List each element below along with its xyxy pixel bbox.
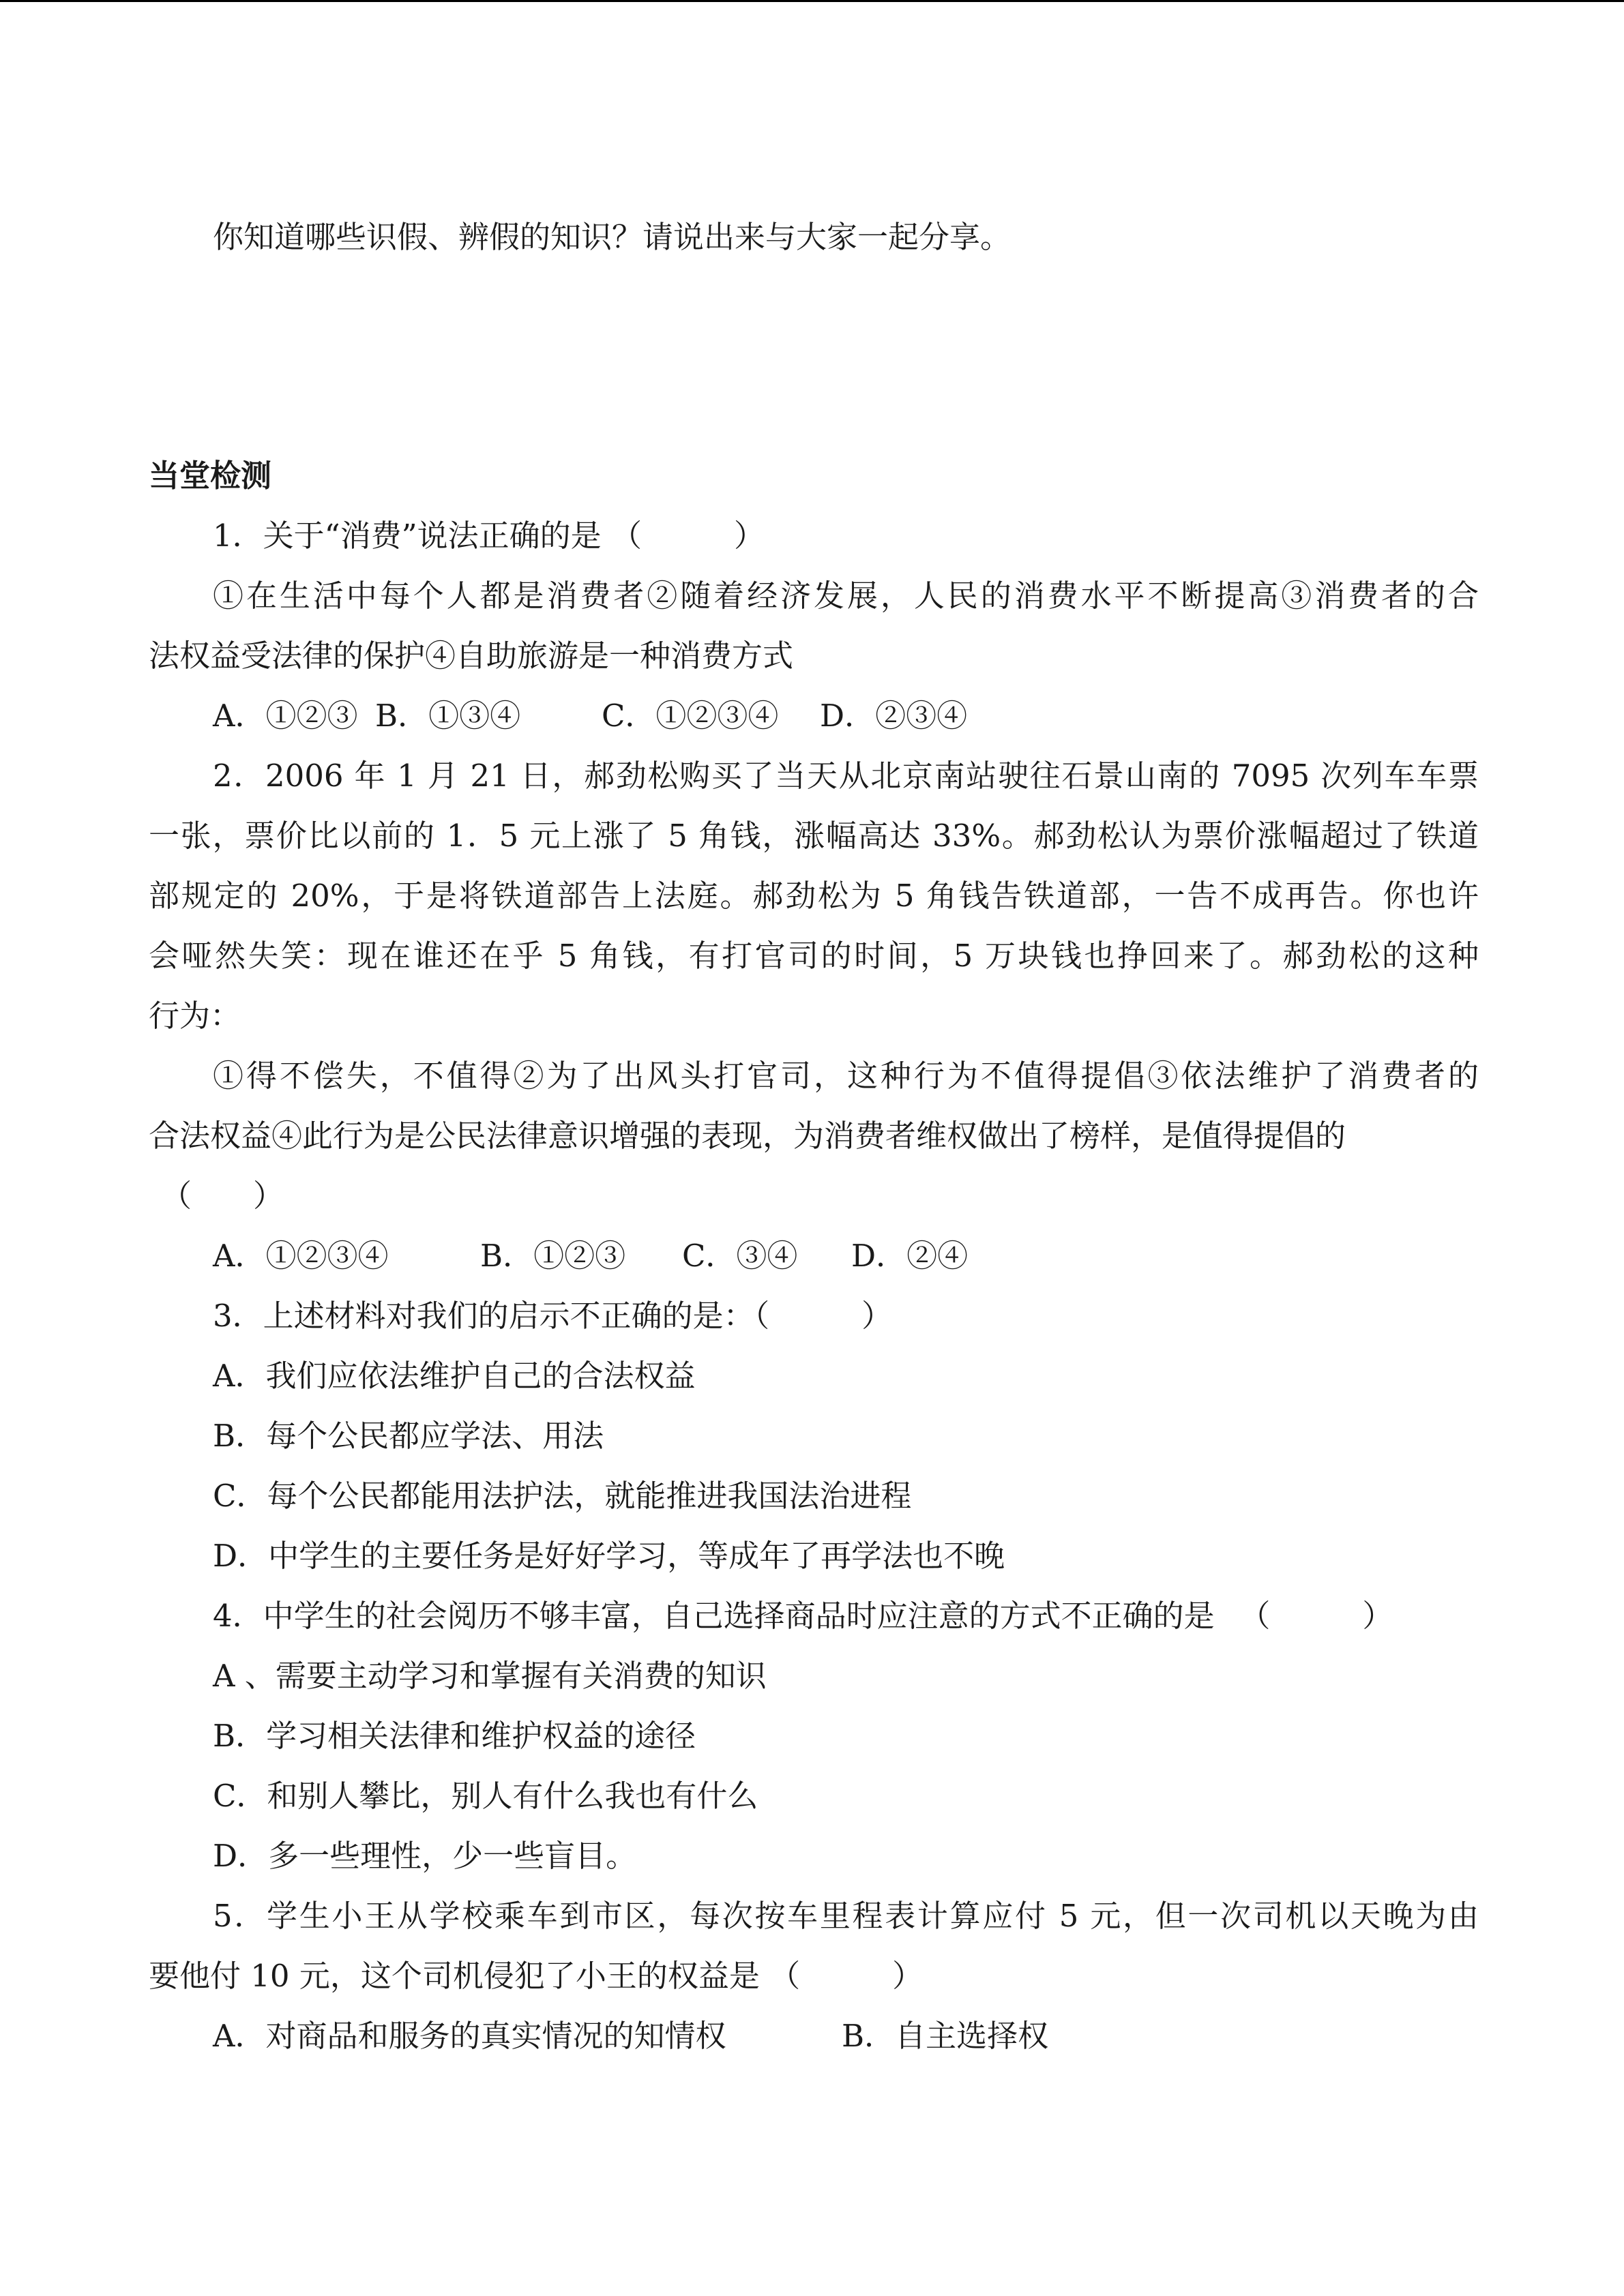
page-top-border <box>0 0 1624 2</box>
q3-option-c[interactable]: C．每个公民都能用法护法，就能推进我国法治进程 <box>213 1478 912 1514</box>
q1-statements-line2: 法权益受法律的保护④自助旅游是一种消费方式 <box>149 638 794 674</box>
q5-option-a[interactable]: A．对商品和服务的真实情况的知情权 <box>213 2018 726 2054</box>
q1-option-c[interactable]: C．①②③④ <box>602 698 779 734</box>
intro-question: 你知道哪些识假、辨假的知识？请说出来与大家一起分享。 <box>213 219 1012 255</box>
q1-options <box>213 696 967 736</box>
q3-option-d[interactable]: D．中学生的主要任务是好好学习，等成年了再学法也不晚 <box>213 1538 1005 1574</box>
q5-line2: 要他付 10 元，这个司机侵犯了小王的权益是 （ ） <box>149 1958 924 1994</box>
q2-option-b[interactable]: B．①②③ <box>480 1238 626 1274</box>
q4-option-d[interactable]: D．多一些理性，少一些盲目。 <box>213 1838 637 1874</box>
q3-option-a[interactable]: A．我们应依法维护自己的合法权益 <box>213 1358 696 1394</box>
q4-option-a[interactable]: A 、需要主动学习和掌握有关消费的知识 <box>213 1658 767 1694</box>
q1-option-d[interactable]: D．②③④ <box>820 698 968 734</box>
q4-option-c[interactable]: C．和别人攀比，别人有什么我也有什么 <box>213 1778 758 1814</box>
q2-statements-line2: 合法权益④此行为是公民法律意识增强的表现，为消费者维权做出了榜样，是值得提倡的 <box>149 1118 1346 1154</box>
q1-option-b[interactable]: B．①③④ <box>375 698 521 734</box>
q2-statements-line1: ①得不偿失，不值得②为了出风头打官司，这种行为不值得提倡③依法维护了消费者的 <box>213 1058 1479 1094</box>
q2-line1: 2．2006 年 1 月 21 日，郝劲松购买了当天从北京南站驶往石景山南的 7095 次列车车票 <box>213 758 1479 794</box>
q1-option-a[interactable]: A．①②③ <box>213 698 358 734</box>
q5-line1: 5．学生小王从学校乘车到市区，每次按车里程表计算应付 5 元，但一次司机以天晚为由 <box>213 1898 1479 1934</box>
q1-statements-line1: ①在生活中每个人都是消费者②随着经济发展，人民的消费水平不断提高③消费者的合 <box>213 578 1479 614</box>
q2-line3: 部规定的 20%，于是将铁道部告上法庭。郝劲松为 5 角钱告铁道部，一告不成再告。你也许 <box>149 878 1479 914</box>
q4-option-b[interactable]: B．学习相关法律和维护权益的途径 <box>213 1718 696 1754</box>
q5-options <box>213 2016 1048 2057</box>
q2-line2: 一张，票价比以前的 1．5 元上涨了 5 角钱，涨幅高达 33%。郝劲松认为票价涨幅超过了铁道 <box>149 818 1479 854</box>
q3-option-b[interactable]: B．每个公民都应学法、用法 <box>213 1418 604 1454</box>
q2-line5: 行为： <box>149 998 241 1034</box>
q2-option-c[interactable]: C．③④ <box>682 1238 798 1274</box>
q2-option-a[interactable]: A．①②③④ <box>213 1238 389 1274</box>
q2-option-d[interactable]: D．②④ <box>851 1238 969 1274</box>
q4-stem: 4．中学生的社会阅历不够丰富，自己选择商品时应注意的方式不正确的是 （ ） <box>213 1598 1393 1634</box>
q1-stem: 1．关于“消费”说法正确的是 （ ） <box>213 518 765 554</box>
q2-answer-bracket: （ ） <box>161 1178 284 1214</box>
q2-line4: 会哑然失笑：现在谁还在乎 5 角钱，有打官司的时间，5 万块钱也挣回来了。郝劲松的这种 <box>149 938 1479 974</box>
q3-stem: 3．上述材料对我们的启示不正确的是：（ ） <box>213 1298 893 1334</box>
q2-options <box>213 1236 968 1277</box>
q5-option-b[interactable]: B．自主选择权 <box>842 2018 1049 2054</box>
section-title: 当堂检测 <box>149 458 272 494</box>
